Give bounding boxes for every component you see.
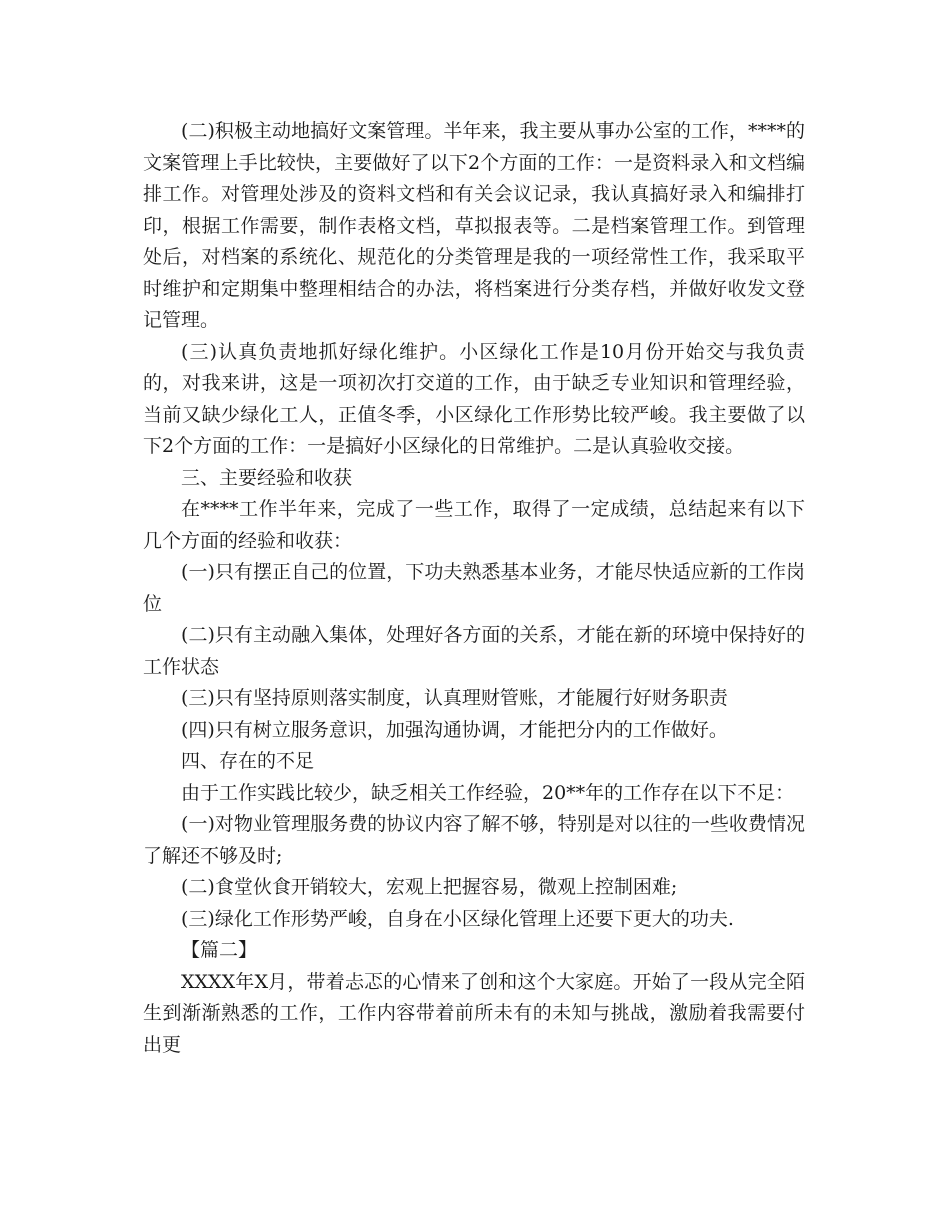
- paragraph-shortcoming-1: (一)对物业管理服务费的协议内容了解不够，特别是对以往的一些收费情况了解还不够及时;: [143, 813, 805, 867]
- paragraph-experience-2: (二)只有主动融入集体，处理好各方面的关系，才能在新的环境中保持好的工作状态: [143, 624, 805, 678]
- paragraph-archive-management: (二)积极主动地搞好文案管理。半年来，我主要从事办公室的工作，****的文案管理上手比较快，主要做好了以下2个方面的工作：一是资料录入和文档编排工作。对管理处涉及的资料文档和有关会议记录，我认真搞好录入和编排打印，根据工作需要，制作表格文档，草拟报表等。二是档案管理工作。到管理处后，对档案的系统化、规范化的分类管理是我的一项经常性工作，我采取平时维护和定期集中整理相结合的办法，将档案进行分类存档，并做好收发文登记管理。: [143, 120, 805, 331]
- document-body: [143, 116, 805, 1061]
- paragraph-experience-intro: 在****工作半年来，完成了一些工作，取得了一定成绩，总结起来有以下几个方面的经验和收获：: [143, 498, 805, 552]
- paragraph-experience-3: (三)只有坚持原则落实制度，认真理财管账，才能履行好财务职责: [181, 687, 728, 709]
- paragraph-shortcoming-3: (三)绿化工作形势严峻，自身在小区绿化管理上还要下更大的功夫.: [181, 907, 734, 930]
- paragraph-greening-maintenance: (三)认真负责地抓好绿化维护。小区绿化工作是10月份开始交与我负责的，对我来讲，这是一项初次打交道的工作，由于缺乏专业知识和管理经验，当前又缺少绿化工人，正值冬季，小区绿化工作形势比较严峻。我主要做了以下2个方面的工作：一是搞好小区绿化的日常维护。二是认真验收交接。: [143, 340, 805, 457]
- paragraph-part-two-intro: XXXX年X月，带着忐忑的心情来了创和这个大家庭。开始了一段从完全陌生到渐渐熟悉的工作，工作内容带着前所未有的未知与挑战，激励着我需要付出更: [143, 970, 805, 1056]
- paragraph-shortcoming-2: (二)食堂伙食开销较大，宏观上把握容易，微观上控制困难;: [181, 876, 678, 898]
- paragraph-experience-4: (四)只有树立服务意识，加强沟通协调，才能把分内的工作做好。: [181, 718, 728, 741]
- section-heading-experience: 三、主要经验和收获: [181, 466, 353, 489]
- paragraph-shortcomings-intro: 由于工作实践比较少，缺乏相关工作经验，20**年的工作存在以下不足：: [181, 781, 795, 804]
- paragraph-experience-1: (一)只有摆正自己的位置，下功夫熟悉基本业务，才能尽快适应新的工作岗位: [143, 561, 805, 615]
- part-two-heading: 【篇二】: [181, 939, 258, 961]
- section-heading-shortcomings: 四、存在的不足: [181, 750, 315, 772]
